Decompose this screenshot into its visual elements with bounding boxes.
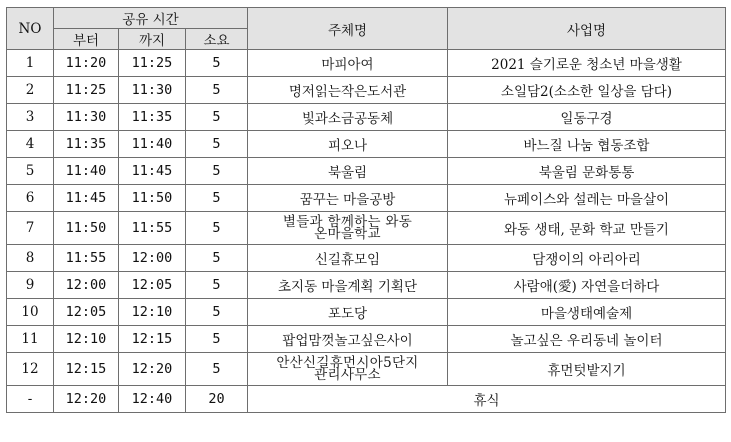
row-org [248,299,448,326]
row-duration: 5 [186,212,248,245]
table-row [7,50,726,77]
row-no: 11 [7,326,54,353]
table-header [7,8,726,50]
row-project: 바느질 나눔 협동조합 [448,131,726,158]
table-row [7,272,726,299]
row-org [248,353,448,386]
row-org-line: 북울림 [327,165,368,181]
table-row [7,326,726,353]
row-duration: 5 [186,185,248,212]
row-no: 3 [7,104,54,131]
row-org [248,104,448,131]
row-duration: 5 [186,77,248,104]
row-from: 11:20 [54,50,119,77]
row-no: 10 [7,299,54,326]
row-org-line: 신길휴모임 [314,252,381,268]
row-project: 2021 슬기로운 청소년 마을생활 [448,50,726,77]
row-duration: 5 [186,131,248,158]
row-from: 12:15 [54,353,119,386]
break-label: 휴식 [248,386,726,413]
row-from: 12:00 [54,272,119,299]
table-row [7,299,726,326]
row-to: 11:35 [119,104,186,131]
row-no: 2 [7,77,54,104]
row-duration: 5 [186,50,248,77]
row-duration: 5 [186,272,248,299]
row-from: 11:50 [54,212,119,245]
row-org-line: 안산신길휴먼시아5단지 [276,355,419,371]
table-row [7,212,726,245]
row-duration: 5 [186,326,248,353]
break-no: - [7,386,54,413]
row-project: 소일담2(소소한 일상을 담다) [448,77,726,104]
row-no: 9 [7,272,54,299]
row-no: 7 [7,212,54,245]
row-from: 12:10 [54,326,119,353]
row-org [248,212,448,245]
row-project: 휴먼텃밭지기 [448,353,726,386]
row-project: 마을생태예술제 [448,299,726,326]
row-project: 일동구경 [448,104,726,131]
row-from: 11:55 [54,245,119,272]
header-to: 까지 [119,29,186,50]
row-duration: 5 [186,104,248,131]
row-project: 와동 생태, 문화 학교 만들기 [448,212,726,245]
header-duration: 소요 [186,29,248,50]
row-to: 12:10 [119,299,186,326]
row-org-line: 명저읽는작은도서관 [288,84,407,100]
header-no: NO [7,8,54,50]
row-to: 12:15 [119,326,186,353]
row-duration: 5 [186,245,248,272]
row-no: 6 [7,185,54,212]
row-org [248,77,448,104]
row-org-line: 포도당 [327,306,368,322]
row-org [248,272,448,299]
row-from: 12:05 [54,299,119,326]
row-to: 12:20 [119,353,186,386]
row-to: 11:55 [119,212,186,245]
row-org-line: 팝업맘껏놀고싶은사이 [282,333,413,349]
row-to: 11:30 [119,77,186,104]
row-from: 11:40 [54,158,119,185]
row-no: 12 [7,353,54,386]
table-row [7,185,726,212]
break-to: 12:40 [119,386,186,413]
table-body [7,50,726,413]
row-to: 11:25 [119,50,186,77]
table-row [7,245,726,272]
row-org [248,245,448,272]
break-duration: 20 [186,386,248,413]
row-to: 11:45 [119,158,186,185]
row-org [248,185,448,212]
table-row [7,104,726,131]
schedule-table [6,7,726,413]
header-from: 부터 [54,29,119,50]
row-no: 8 [7,245,54,272]
row-no: 1 [7,50,54,77]
row-from: 11:30 [54,104,119,131]
row-org [248,50,448,77]
header-org: 주체명 [248,8,448,50]
row-org-line: 꿈꾸는 마을공방 [299,192,396,208]
row-duration: 5 [186,353,248,386]
row-org-line: 온마을학교 [314,226,381,242]
row-org [248,326,448,353]
row-org [248,158,448,185]
table-row [7,131,726,158]
row-from: 11:35 [54,131,119,158]
header-project: 사업명 [448,8,726,50]
row-to: 11:40 [119,131,186,158]
table-row [7,77,726,104]
break-from: 12:20 [54,386,119,413]
row-org [248,131,448,158]
table-row [7,353,726,386]
row-duration: 5 [186,158,248,185]
row-org-line: 피오나 [327,138,368,154]
row-duration: 5 [186,299,248,326]
row-project: 담쟁이의 아리아리 [448,245,726,272]
row-project: 북울림 문화통통 [448,158,726,185]
row-org-line: 관리사무소 [314,367,381,383]
row-project: 놀고싶은 우리동네 놀이터 [448,326,726,353]
row-from: 11:45 [54,185,119,212]
header-share-time: 공유 시간 [54,8,248,29]
row-to: 12:00 [119,245,186,272]
row-to: 12:05 [119,272,186,299]
table-row [7,158,726,185]
row-no: 5 [7,158,54,185]
row-to: 11:50 [119,185,186,212]
row-project: 뉴페이스와 설레는 마을살이 [448,185,726,212]
row-from: 11:25 [54,77,119,104]
row-org-line: 별들과 함께하는 와동 [282,214,413,230]
break-row [7,386,726,413]
row-project: 사람애(愛) 자연을더하다 [448,272,726,299]
row-no: 4 [7,131,54,158]
row-org-line: 초지동 마을계획 기획단 [278,279,417,295]
row-org-line: 마피아여 [321,57,374,73]
row-org-line: 빛과소금공동체 [301,111,394,127]
